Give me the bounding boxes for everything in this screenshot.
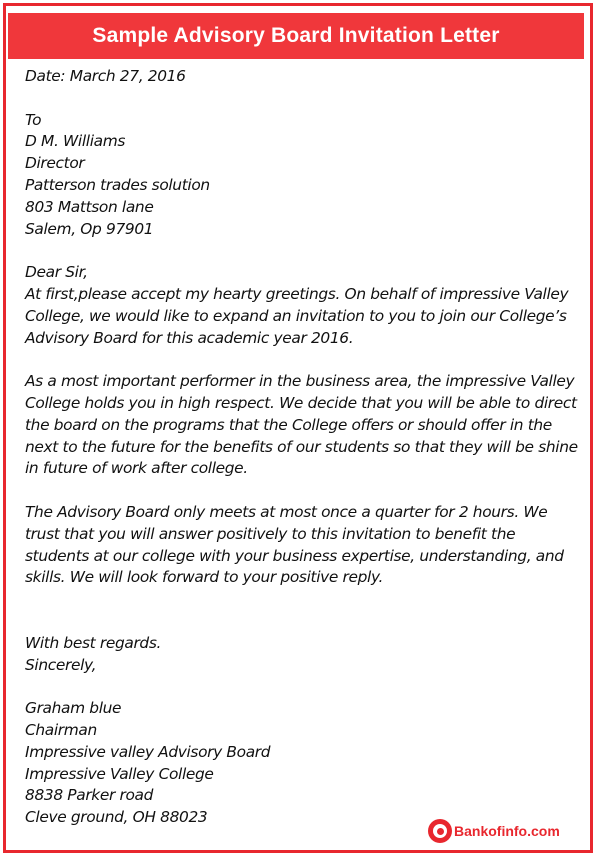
logo-icon [428,819,452,843]
paragraph-meetings: The Advisory Board only meets at most once a quarter for 2 hours. We trust that you will answer positively to this invitation to benefit the students at our college with your business expertise, understanding, and skills. We will look forward to your positive reply. [25,502,564,587]
letter-date: Date: March 27, 2016 [25,67,186,85]
sender-organization: Impressive valley Advisory Board [25,742,271,761]
closing-sincerely: Sincerely, [25,655,97,674]
paragraph-greeting: At first,please accept my hearty greetings. On behalf of impressive Valley College, we would like to expand an invitation to you to join our College’s Advisory Board for this academic year 2016. [25,284,569,347]
closing-regards: With best regards. [25,633,162,652]
recipient-city: Salem, Op 97901 [25,219,154,238]
recipient-company: Patterson trades solution [25,175,210,194]
watermark-text: Bankofinfo.com [454,823,560,839]
salutation: Dear Sir, [25,263,88,282]
paragraph-respect: As a most important performer in the business area, the impressive Valley College holds you in high respect. We decide that you will be able to direct the board on the programs that the College offers or should offer in the next to the future for the benefits of our students so that they will be shine in future of work after college. [25,372,578,478]
recipient-position: Director [25,154,85,173]
sender-street: 8838 Parker road [25,786,154,805]
recipient-street: 803 Mattson lane [25,197,154,216]
recipient-to: To [25,110,42,129]
watermark-logo [428,818,590,844]
sender-college: Impressive Valley College [25,764,214,783]
document-title: Sample Advisory Board Invitation Letter [8,13,584,59]
recipient-name: D M. Williams [25,132,126,151]
letter-body [25,66,580,829]
sender-city: Cleve ground, OH 88023 [25,808,208,827]
sender-name: Graham blue [25,699,122,718]
sender-position: Chairman [25,720,97,739]
